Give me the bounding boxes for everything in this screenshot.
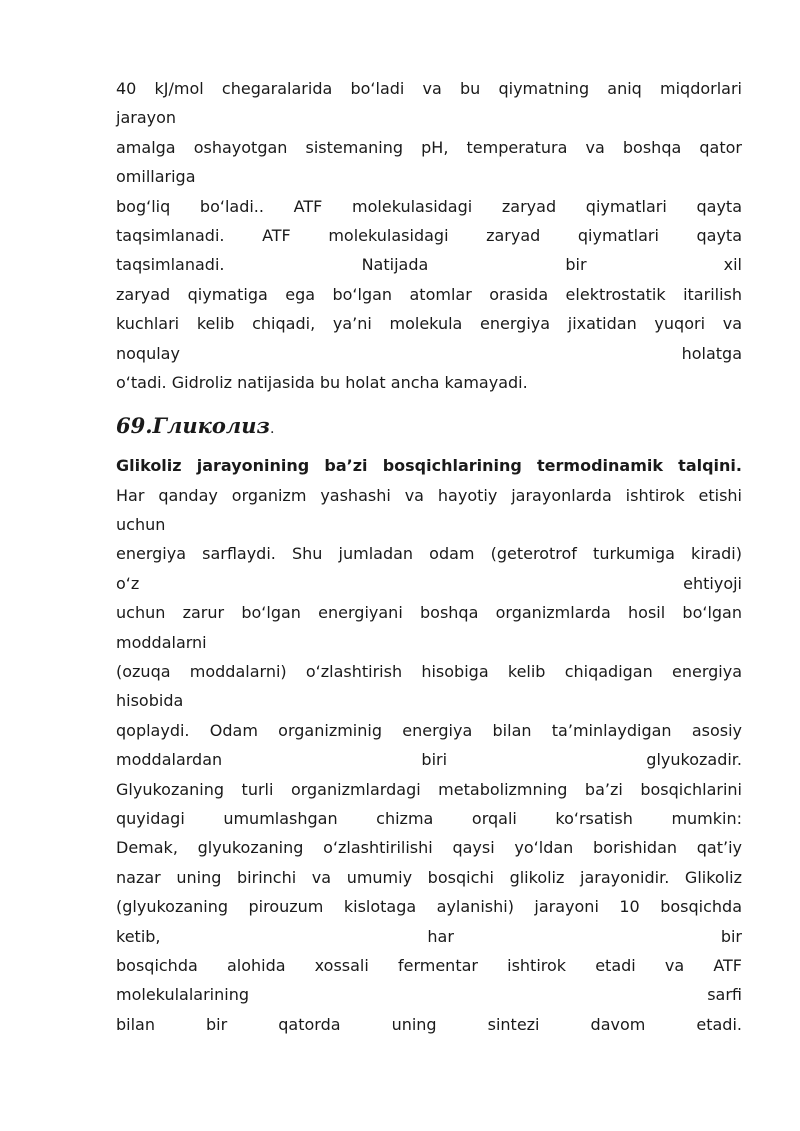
- text-line: hisobida: [116, 691, 184, 711]
- text-line: bilan bir qatorda uning sintezi davom etadi.: [116, 1014, 742, 1034]
- subheading-end: .: [735, 456, 742, 476]
- text-line: noqulay holatga: [116, 343, 742, 363]
- text-line: taqsimlanadi. Natijada bir xil: [116, 255, 742, 275]
- text-line: qoplaydi. Odam organizminig energiya bilan ta’minlaydigan asosiy: [116, 720, 742, 740]
- text-line: (ozuqa moddalarni) o‘zlashtirish hisobiga kelib chiqadigan energiya: [116, 662, 742, 682]
- subheading-line: [116, 451, 742, 480]
- text-line: uchun zarur bo‘lgan energiyani boshqa organizmlarda hosil bo‘lgan: [116, 603, 742, 623]
- text-line: omillariga: [116, 167, 196, 187]
- text-line: bosqichda alohida xossali fermentar ishtirok etadi va ATF: [116, 955, 742, 975]
- text-line: bog‘liq bo‘ladi.. ATF molekulasidagi zaryad qiymatlari qayta: [116, 196, 742, 216]
- text-line: amalga oshayotgan sistemaning pH, temperatura va boshqa qator: [116, 137, 742, 157]
- document-page: [116, 74, 742, 1039]
- text-line: ketib, har bir: [116, 926, 742, 946]
- text-line: kuchlari kelib chiqadi, ya’ni molekula energiya jixatidan yuqori va: [116, 314, 742, 334]
- text-line: (glyukozaning pirouzum kislotaga aylanishi) jarayoni 10 bosqichda: [116, 897, 742, 917]
- text-line: o‘tadi. Gidroliz natijasida bu holat ancha kamayadi.: [116, 372, 528, 392]
- text-line: o‘z ehtiyoji: [116, 573, 742, 593]
- text-line: Har qanday organizm yashashi va hayotiy jarayonlarda ishtirok etishi: [116, 485, 742, 505]
- text-line: quyidagi umumlashgan chizma orqali ko‘rsatish mumkin:: [116, 808, 742, 828]
- section-heading-dot: .: [269, 421, 275, 438]
- text-line: energiya sarflaydi. Shu jumladan odam (geterotrof turkumiga kiradi): [116, 544, 742, 564]
- text-line: Demak, glyukozaning o‘zlashtirilishi qaysi yo‘ldan borishidan qat’iy: [116, 838, 742, 858]
- text-line: moddalarni: [116, 632, 207, 652]
- paragraph-glycolysis: [116, 481, 742, 1039]
- text-line: molekulalarining sarfi: [116, 985, 742, 1005]
- text-line: moddalardan biri glyukozadir.: [116, 750, 742, 770]
- text-line: taqsimlanadi. ATF molekulasidagi zaryad qiymatlari qayta: [116, 225, 742, 245]
- section-heading: [116, 401, 742, 451]
- subheading-bold: Glikoliz jarayonining ba’zi bosqichlarining termodinamik talqini: [116, 456, 736, 476]
- text-line: zaryad qiymatiga ega bo‘lgan atomlar orasida elektrostatik itarilish: [116, 284, 742, 304]
- paragraph-atf-hydrolysis: [116, 74, 742, 397]
- text-line: 40 kJ/mol chegaralarida bo‘ladi va bu qiymatning aniq miqdorlari: [116, 79, 742, 98]
- text-line: Glyukozaning turli organizmlardagi metabolizmning ba’zi bosqichlarini: [116, 779, 742, 799]
- text-line: uchun: [116, 515, 166, 535]
- text-line: jarayon: [116, 108, 177, 128]
- section-heading-title: 69.Гликолиз: [116, 413, 270, 439]
- text-line: nazar uning birinchi va umumiy bosqichi glikoliz jarayonidir. Glikoliz: [116, 867, 742, 887]
